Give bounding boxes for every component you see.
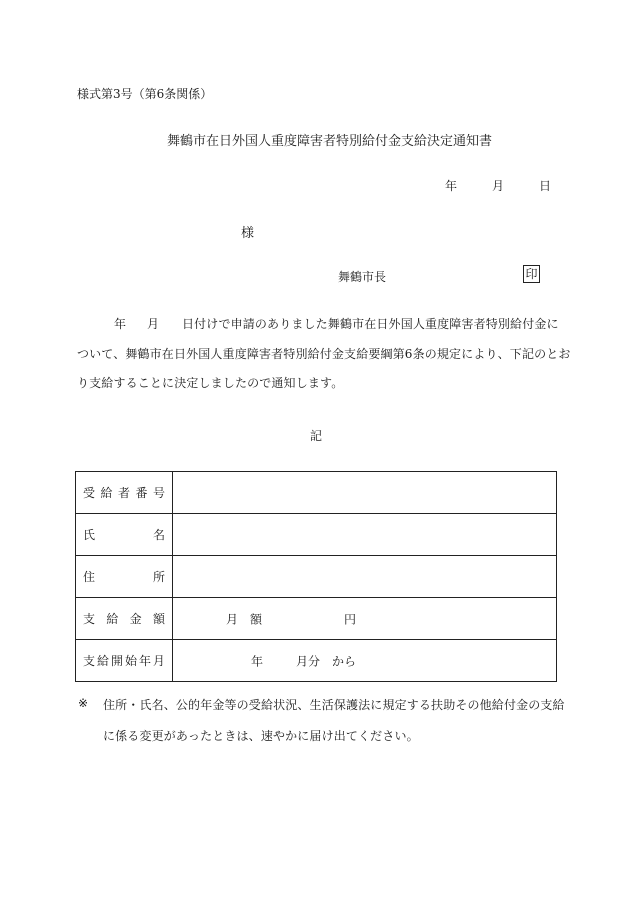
label-recipient-number: 受 給 者 番 号 [76,472,173,514]
note-line2: に係る変更があったときは、速やかに届け出てください。 [103,729,419,743]
seal-mark: 印 [523,265,540,283]
monthly-amount-prefix: 月 額 [226,612,263,626]
table-row [76,640,557,682]
start-suffix: から [332,654,357,668]
value-name[interactable] [173,514,557,556]
date-month: 月 [492,179,505,193]
table-row [76,556,557,598]
body-line1-text: 日付けで申請のありました舞鶴市在日外国人重度障害者特別給付金に [182,317,559,331]
note-mark: ※ [78,696,89,710]
value-recipient-number[interactable] [173,472,557,514]
table-row [76,514,557,556]
table-row [76,472,557,514]
issuer-name: 舞鶴市長 [338,270,387,284]
addressee-suffix: 様 [241,226,255,241]
body-line1-month: 月 [147,317,160,331]
label-payment-amount: 支 給 金 額 [76,598,173,640]
value-address[interactable] [173,556,557,598]
body-line3-text: り支給することに決定しましたので通知します。 [77,376,344,390]
date-year: 年 [445,179,458,193]
body-line1-year: 年 [114,317,127,331]
date-day: 日 [539,179,552,193]
note-line1: 住所・氏名、公的年金等の受給状況、生活保護法に規定する扶助その他給付金の支給 [103,698,565,712]
value-payment-start[interactable] [173,640,557,682]
ki-heading: 記 [310,429,323,443]
start-year: 年 [251,654,264,668]
label-payment-start: 支 給 開 始 年 月 [76,640,173,682]
start-month: 月分 [296,654,321,668]
body-line2-text: ついて、舞鶴市在日外国人重度障害者特別給付金支給要綱第6条の規定により、下記のとお [77,347,571,361]
label-name: 氏 名 [76,514,173,556]
detail-table [75,471,557,682]
form-number: 様式第3号（第6条関係） [77,87,213,101]
yen-unit: 円 [344,612,357,626]
label-address: 住 所 [76,556,173,598]
value-payment-amount[interactable] [173,598,557,640]
document-title: 舞鶴市在日外国人重度障害者特別給付金支給決定通知書 [167,134,493,149]
table-row [76,598,557,640]
